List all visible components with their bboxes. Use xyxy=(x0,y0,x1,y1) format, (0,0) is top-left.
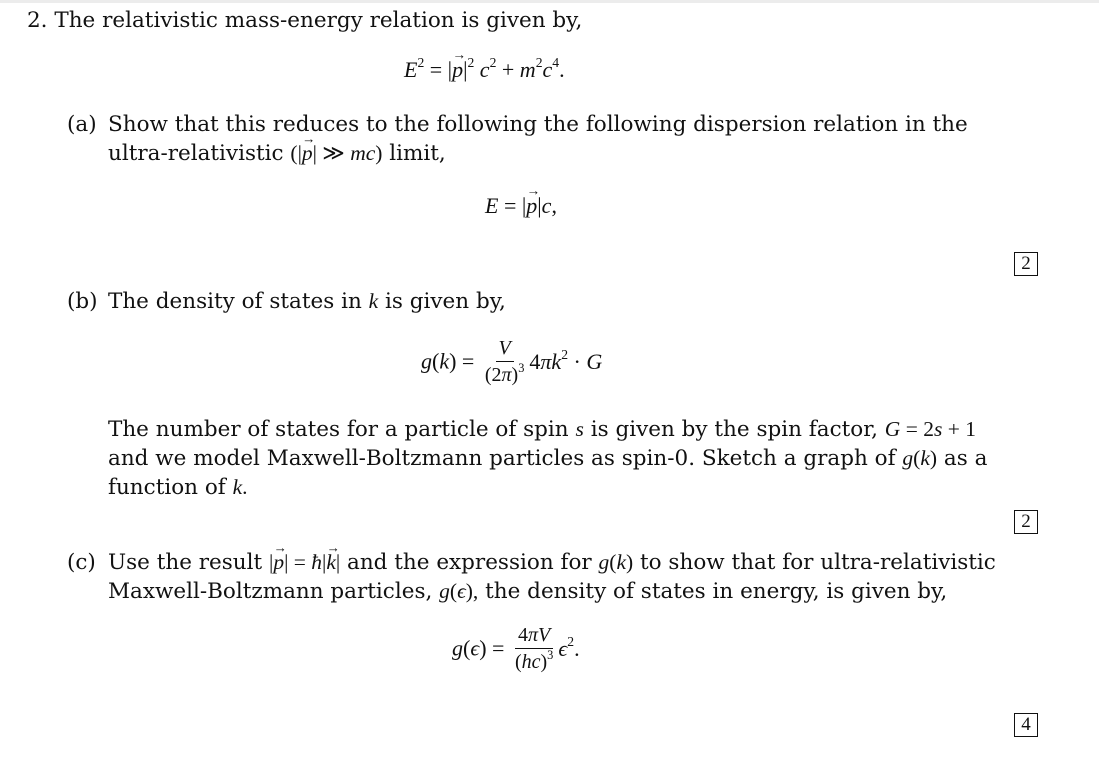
part-c-text-line1 xyxy=(108,550,996,575)
part-b-para-line1-b: is given by the spin factor, xyxy=(590,417,878,442)
equation-dispersion: E = |→ p|c, xyxy=(485,193,557,219)
part-b-para-line2-a: and we model Maxwell-Boltzmann particles as spin-0. Sketch a graph of xyxy=(108,446,896,471)
symbol-k: k xyxy=(368,289,379,313)
equation-density-of-states-energy: g(ϵ) = $\frac{4\pi V}{(hc)^3}$ $\epsilon^2$. xyxy=(452,624,580,673)
part-b-label: (b) xyxy=(67,289,98,314)
equation-mass-energy: $E^2$ = |→ $p|^2$ $c^2 + m^2c^4$. xyxy=(404,57,565,83)
part-a-text-line2 xyxy=(108,141,446,166)
part-a-text-line1: Show that this reduces to the following the following dispersion relation in the xyxy=(108,112,968,137)
marks-box-a: 2 xyxy=(1014,252,1038,276)
symbol-g-of-epsilon: g(ϵ), xyxy=(439,579,479,603)
part-b-para-line2-b: as a xyxy=(943,446,988,471)
part-a-limit-suffix: limit, xyxy=(389,141,446,166)
part-b-para-line1 xyxy=(108,417,976,442)
part-b-text-b: is given by, xyxy=(385,289,506,314)
question-intro-text: The relativistic mass-energy relation is given by, xyxy=(54,8,583,33)
part-c-line2-b: the density of states in energy, is given by, xyxy=(485,579,948,604)
part-b-text-a: The density of states in xyxy=(108,289,362,314)
question-number: 2. xyxy=(27,8,48,33)
marks-box-b: 2 xyxy=(1014,510,1038,534)
part-c-label: (c) xyxy=(67,550,96,575)
symbol-s: s xyxy=(575,417,584,441)
part-c-line2-a: Maxwell-Boltzmann particles, xyxy=(108,579,433,604)
spin-factor-formula: G = 2s + 1 xyxy=(884,417,976,441)
part-c-line1-a: Use the result xyxy=(108,550,263,575)
question-intro xyxy=(27,8,582,33)
part-b-para-line1-a: The number of states for a particle of spin xyxy=(108,417,569,442)
part-c-line1-b: and the expression for xyxy=(347,550,592,575)
part-b-para-line3 xyxy=(108,475,248,500)
part-a-label: (a) xyxy=(67,112,97,137)
equation-density-of-states-k: g(k) = $\frac{V}{(2\pi)^3}$ $4\pi k^2 \cdot G$ xyxy=(421,337,603,386)
symbol-k-period: k. xyxy=(232,475,248,499)
marks-box-c: 4 xyxy=(1014,713,1038,737)
part-a-limit-condition: (|→ p| ≫ mc) xyxy=(290,141,382,165)
part-b-text xyxy=(108,289,506,314)
part-b-para-line3-a: function of xyxy=(108,475,226,500)
momentum-relation: |→ p| = ħ|→ k| xyxy=(269,550,340,574)
symbol-g-of-k: g(k) xyxy=(902,446,938,470)
symbol-g-of-k-c: g(k) xyxy=(598,550,634,574)
part-b-para-line2 xyxy=(108,446,988,471)
part-c-line1-c: to show that for ultra-relativistic xyxy=(640,550,996,575)
part-c-text-line2 xyxy=(108,579,947,604)
part-a-limit-prefix: ultra-relativistic xyxy=(108,141,284,166)
